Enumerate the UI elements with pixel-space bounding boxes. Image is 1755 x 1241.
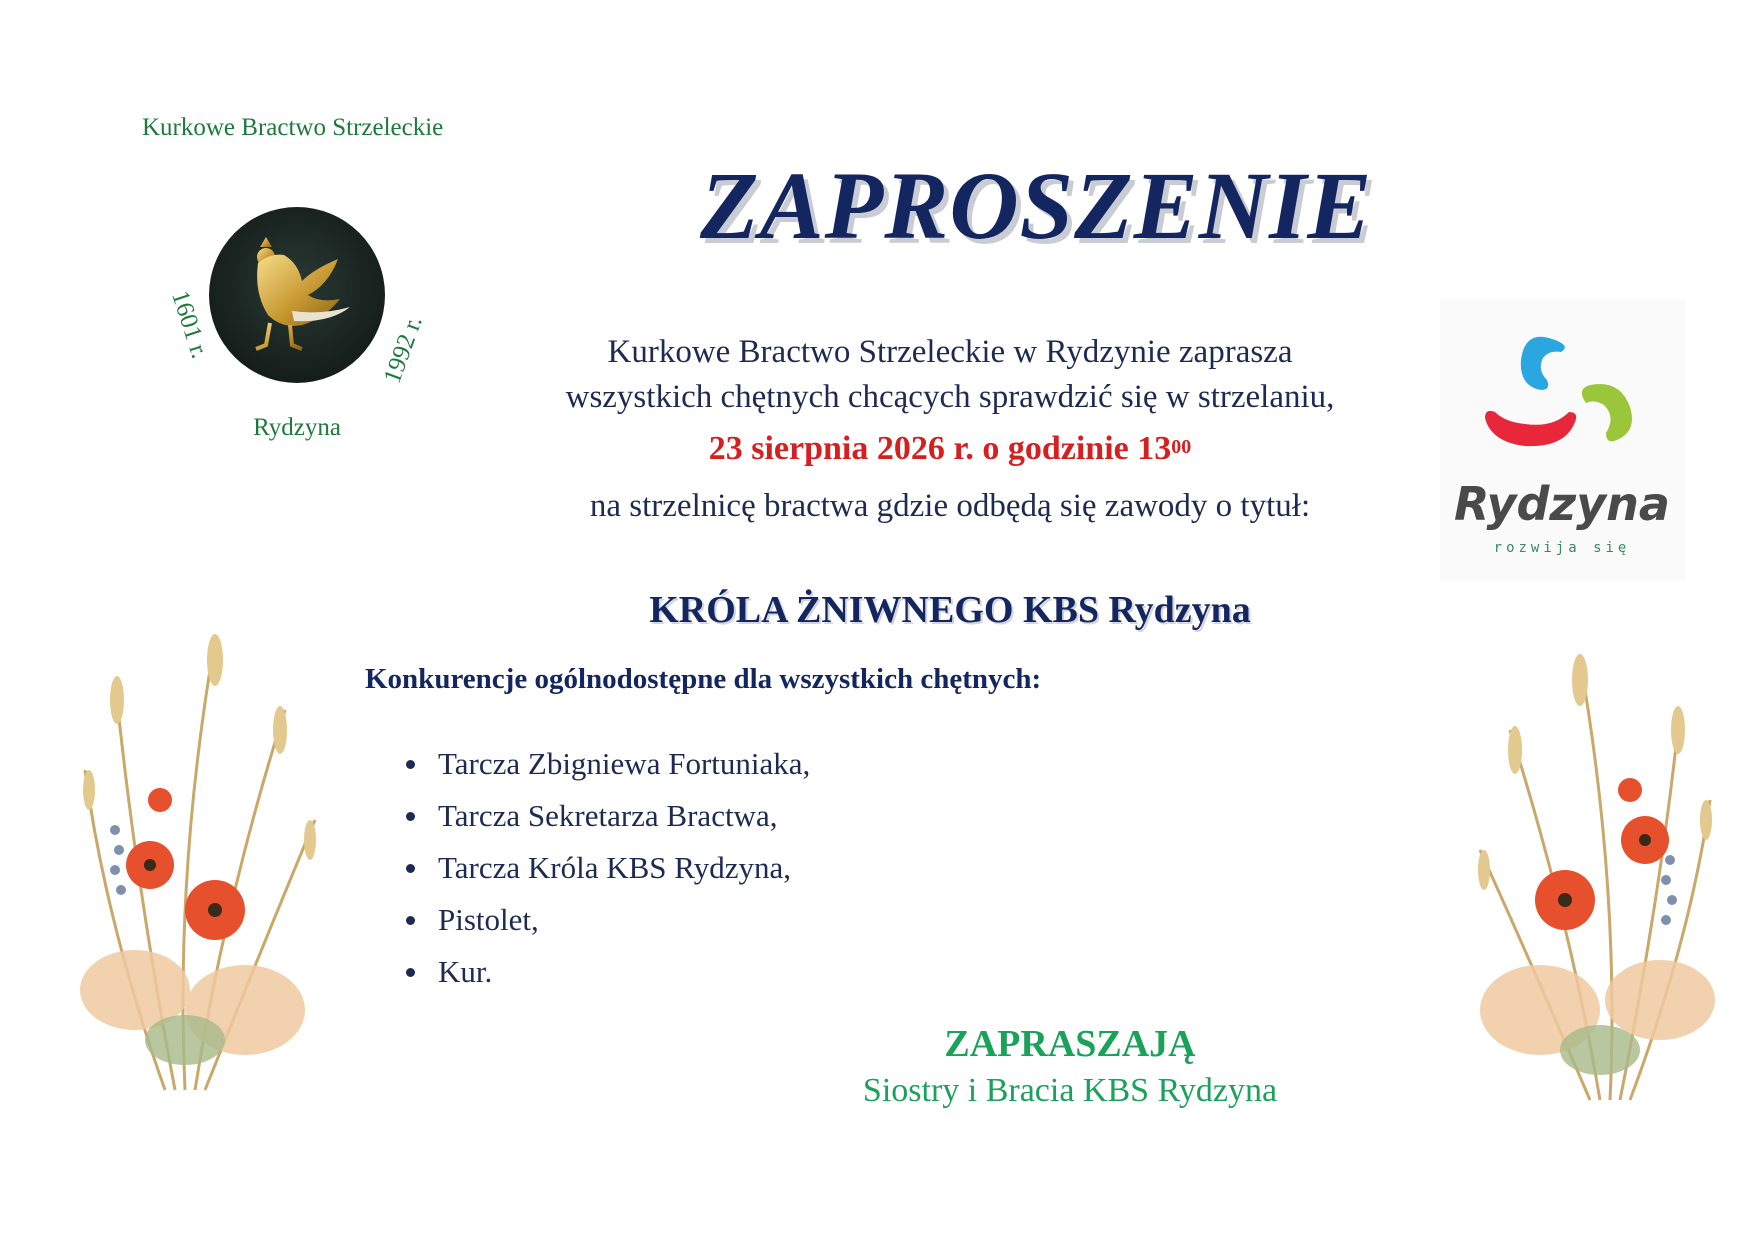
wheat-poppies-right-decoration [1470,640,1720,1110]
list-item: Tarcza Sekretarza Bractwa, [400,790,810,842]
list-item: Kur. [400,946,810,998]
logo-tagline: rozwija się [1493,540,1631,556]
closing-signature: Siostry i Bracia KBS Rydzyna [862,1072,1278,1109]
list-item: Tarcza Zbigniewa Fortuniaka, [400,738,810,790]
brotherhood-emblem [142,114,452,445]
emblem-left-year: 1601 r. [166,287,214,362]
emblem-bottom-text: Rydzyna [253,414,341,441]
rydzyna-logo [1440,300,1685,580]
event-date-minutes: 00 [1171,436,1192,458]
logo-name: Rydzyna [1454,477,1670,531]
list-item: Pistolet, [400,894,810,946]
page-title: ZAPROSZENIE [700,152,1373,259]
competitions-header: Konkurencje ogólnodostępne dla wszystkich chętnych: [365,663,1042,695]
intro-line-2: wszystkich chętnych chcących sprawdzić się w strzelaniu, [565,379,1335,415]
contest-title: KRÓLA ŻNIWNEGO KBS Rydzyna [649,589,1251,631]
emblem-right-year: 1992 r. [378,312,428,387]
intro-text [440,330,1460,420]
intro-line-1: Kurkowe Bractwo Strzeleckie w Rydzynie zaprasza [607,334,1293,370]
venue-text: na strzelnicę bractwa gdzie odbędą się zawody o tytuł: [589,488,1311,524]
event-date [440,430,1460,468]
competitions-list [400,738,810,998]
closing-heading: ZAPRASZAJĄ [944,1023,1196,1065]
wheat-poppies-left-decoration [75,620,325,1100]
list-item: Tarcza Króla KBS Rydzyna, [400,842,810,894]
emblem-top-text: Kurkowe Bractwo Strzeleckie [142,114,444,141]
event-date-text: 23 sierpnia 2026 r. o godzinie 13 [708,430,1172,467]
